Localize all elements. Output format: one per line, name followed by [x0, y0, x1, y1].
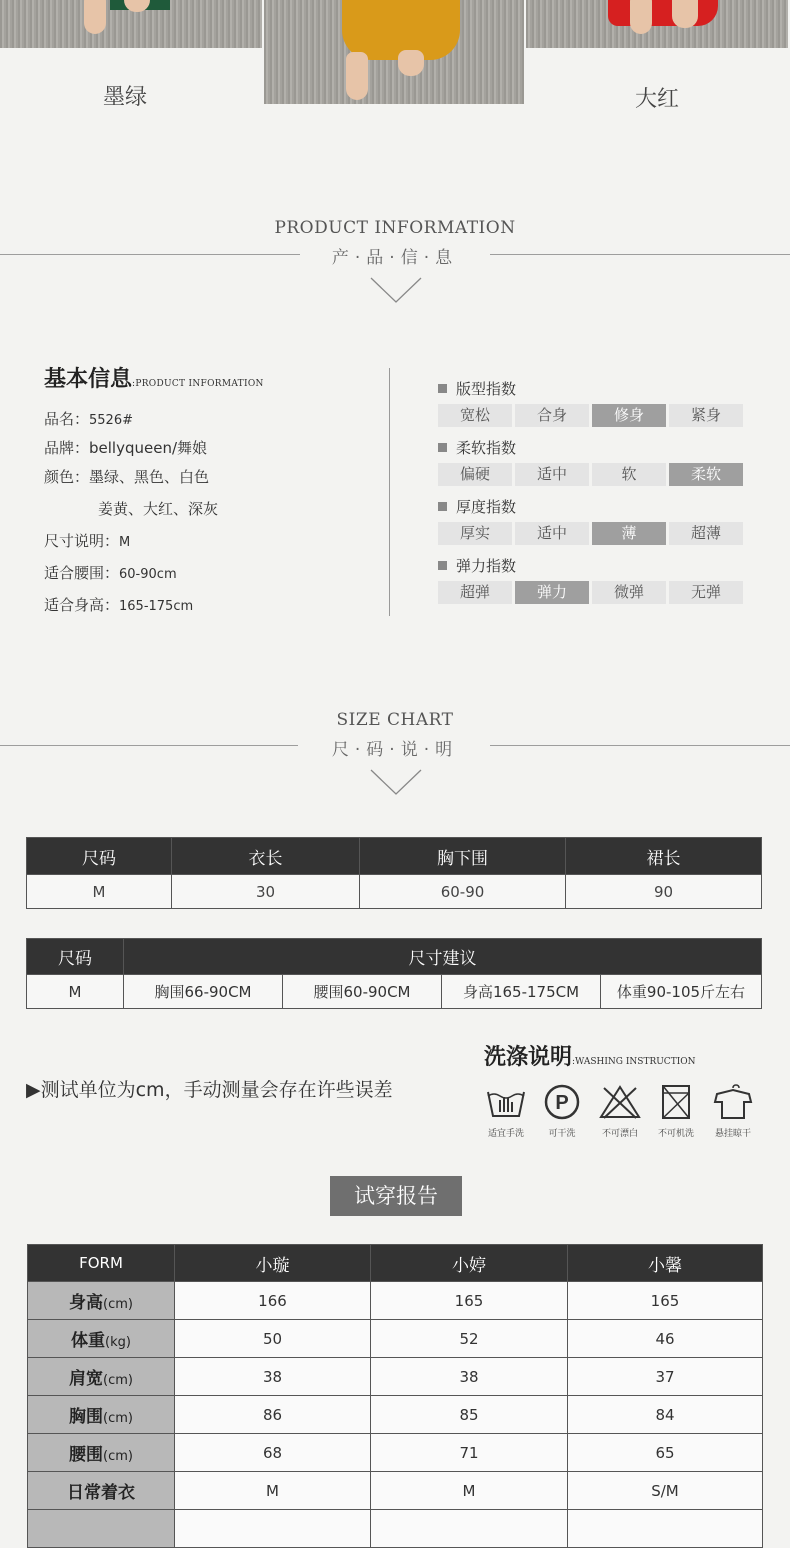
index-heading	[438, 496, 516, 517]
header-cell: 尺码	[27, 838, 172, 875]
size-table	[26, 837, 762, 909]
table-cell: 166	[175, 1282, 371, 1320]
table-cell: 体重90-105斤左右	[601, 975, 762, 1009]
index-option: 超薄	[669, 522, 743, 545]
index-option: 合身	[515, 404, 589, 427]
table-cell: 60-90	[360, 875, 566, 909]
basic-info-row	[44, 530, 130, 551]
row-label-text: 肩宽	[69, 1369, 104, 1389]
header-cell: 小馨	[568, 1245, 763, 1282]
table-cell: 身高165-175CM	[442, 975, 601, 1009]
row-label-text: 日常着衣	[67, 1483, 135, 1503]
index-option: 无弹	[669, 581, 743, 604]
hand-wash-icon	[476, 1084, 536, 1139]
row-label	[28, 1282, 175, 1320]
index-option: 柔软	[669, 463, 743, 486]
index-option: 紧身	[669, 404, 743, 427]
header-cell: 尺码	[27, 939, 124, 975]
index-option: 软	[592, 463, 666, 486]
table-cell: M	[371, 1472, 568, 1510]
basic-info-row	[44, 594, 193, 615]
basic-info-title: 基本信息:PRODUCT INFORMATION	[44, 367, 264, 392]
photo-green	[0, 0, 262, 48]
row-unit: (cm)	[103, 1297, 133, 1312]
index-option: 适中	[515, 522, 589, 545]
swatch-label-green: 墨绿	[102, 85, 147, 110]
header-cell: 衣长	[172, 838, 360, 875]
square-bullet-icon	[438, 561, 447, 570]
basic-info-value: 5526#	[89, 413, 133, 428]
header-cell: 尺寸建议	[124, 939, 762, 975]
index-option: 微弹	[592, 581, 666, 604]
index-option: 宽松	[438, 404, 512, 427]
header-cell: 胸下围	[360, 838, 566, 875]
index-name: 厚度指数	[456, 498, 517, 516]
basic-info-value: bellyqueen/舞娘	[89, 439, 208, 457]
index-option: 弹力	[515, 581, 589, 604]
report-table	[27, 1244, 763, 1548]
basic-info-label: 颜色：	[44, 468, 90, 486]
index-option: 超弹	[438, 581, 512, 604]
header-cell: 小婷	[371, 1245, 568, 1282]
wash-label: 不可漂白	[601, 1129, 638, 1139]
square-bullet-icon	[438, 443, 447, 452]
row-label	[28, 1358, 175, 1396]
table-cell: 胸围66-90CM	[124, 975, 283, 1009]
vertical-divider	[389, 368, 390, 616]
basic-info-value: 姜黄、大红、深灰	[98, 500, 219, 518]
wash-label: 可干洗	[548, 1129, 576, 1139]
row-label	[28, 1320, 175, 1358]
chevron-down-icon	[369, 768, 423, 796]
measurement-note: ▶测试单位为cm，手动测量会存在许些误差	[26, 1079, 393, 1101]
basic-info-label: 尺寸说明：	[44, 532, 120, 550]
index-option: 厚实	[438, 522, 512, 545]
row-label	[28, 1396, 175, 1434]
row-unit: (kg)	[105, 1335, 131, 1350]
row-label-text: 身高	[69, 1293, 104, 1313]
size-chart-title-cn: 尺·码·说·明	[331, 740, 459, 760]
wash-label: 适宜手洗	[487, 1129, 524, 1139]
table-cell: 165	[568, 1282, 763, 1320]
table-row	[28, 1358, 763, 1396]
table-cell: 50	[175, 1320, 371, 1358]
basic-info-value: 165-175cm	[119, 599, 194, 614]
square-bullet-icon	[438, 384, 447, 393]
row-label-text: 腰围	[69, 1445, 104, 1465]
table-cell	[175, 1510, 371, 1548]
table-cell: 38	[175, 1358, 371, 1396]
washing-title: 洗涤说明:WASHING INSTRUCTION	[484, 1045, 696, 1070]
product-info-title-cn: 产·品·信·息	[331, 248, 459, 268]
table-cell: M	[27, 975, 124, 1009]
table-row	[28, 1396, 763, 1434]
table-cell: 30	[172, 875, 360, 909]
table-cell: M	[175, 1472, 371, 1510]
table-cell: 37	[568, 1358, 763, 1396]
table-cell: 86	[175, 1396, 371, 1434]
basic-info-value: 60-90cm	[119, 567, 177, 582]
table-cell: S/M	[568, 1472, 763, 1510]
table-cell: 52	[371, 1320, 568, 1358]
index-heading	[438, 437, 516, 458]
table-cell: 84	[568, 1396, 763, 1434]
basic-info-value: 墨绿、黑色、白色	[89, 468, 210, 486]
chevron-down-icon	[369, 276, 423, 304]
index-option: 适中	[515, 463, 589, 486]
row-label-text: 胸围	[69, 1407, 104, 1427]
index-option: 薄	[592, 522, 666, 545]
table-cell: 71	[371, 1434, 568, 1472]
table-cell: 165	[371, 1282, 568, 1320]
table-cell: M	[27, 875, 172, 909]
header-cell: FORM	[28, 1245, 175, 1282]
row-label	[28, 1472, 175, 1510]
index-name: 柔软指数	[456, 439, 517, 457]
table-row	[28, 1434, 763, 1472]
basic-info-value: M	[119, 535, 131, 550]
basic-info-row	[44, 437, 207, 458]
square-bullet-icon	[438, 502, 447, 511]
no-machine-wash-icon	[646, 1084, 706, 1139]
index-name: 弹力指数	[456, 557, 517, 575]
basic-info-label: 适合身高：	[44, 596, 120, 614]
table-cell: 85	[371, 1396, 568, 1434]
table-row	[28, 1510, 763, 1548]
index-name: 版型指数	[456, 380, 517, 398]
table-row	[28, 1472, 763, 1510]
photo-red	[526, 0, 788, 48]
report-title-badge: 试穿报告	[330, 1176, 462, 1216]
wash-label: 不可机洗	[657, 1129, 694, 1139]
row-label-text: 体重	[71, 1331, 106, 1351]
no-bleach-icon	[590, 1084, 650, 1139]
basic-info-row	[44, 408, 133, 429]
basic-info-label: 品名：	[44, 410, 90, 428]
table-cell: 腰围60-90CM	[283, 975, 442, 1009]
photo-yellow	[264, 0, 524, 104]
table-row	[28, 1320, 763, 1358]
table-cell: 68	[175, 1434, 371, 1472]
row-unit: (cm)	[103, 1373, 133, 1388]
basic-info-label: 适合腰围：	[44, 564, 120, 582]
table-cell: 65	[568, 1434, 763, 1472]
basic-info-row	[98, 498, 218, 519]
basic-info-row	[44, 562, 177, 583]
row-unit: (cm)	[103, 1411, 133, 1426]
header-cell: 小璇	[175, 1245, 371, 1282]
table-cell: 38	[371, 1358, 568, 1396]
basic-info-row	[44, 466, 209, 487]
table-cell	[568, 1510, 763, 1548]
table-cell	[371, 1510, 568, 1548]
basic-info-label: 品牌：	[44, 439, 90, 457]
swatch-label-red: 大红	[634, 87, 679, 112]
row-label	[28, 1510, 175, 1548]
index-option: 修身	[592, 404, 666, 427]
dry-clean-icon	[532, 1084, 592, 1139]
row-unit: (cm)	[103, 1449, 133, 1464]
index-option: 偏硬	[438, 463, 512, 486]
wash-label: 悬挂晾干	[714, 1129, 751, 1139]
svg-text:P: P	[555, 1092, 569, 1114]
row-label	[28, 1434, 175, 1472]
table-cell: 90	[566, 875, 762, 909]
header-cell: 裙长	[566, 838, 762, 875]
product-info-title-en: PRODUCT INFORMATION	[274, 218, 516, 238]
size-chart-title-en: SIZE CHART	[336, 710, 454, 730]
table-cell: 46	[568, 1320, 763, 1358]
index-heading	[438, 378, 516, 399]
table-row	[28, 1282, 763, 1320]
index-heading	[438, 555, 516, 576]
hang-dry-icon	[703, 1084, 763, 1139]
size-suggestion-table	[26, 938, 762, 1009]
